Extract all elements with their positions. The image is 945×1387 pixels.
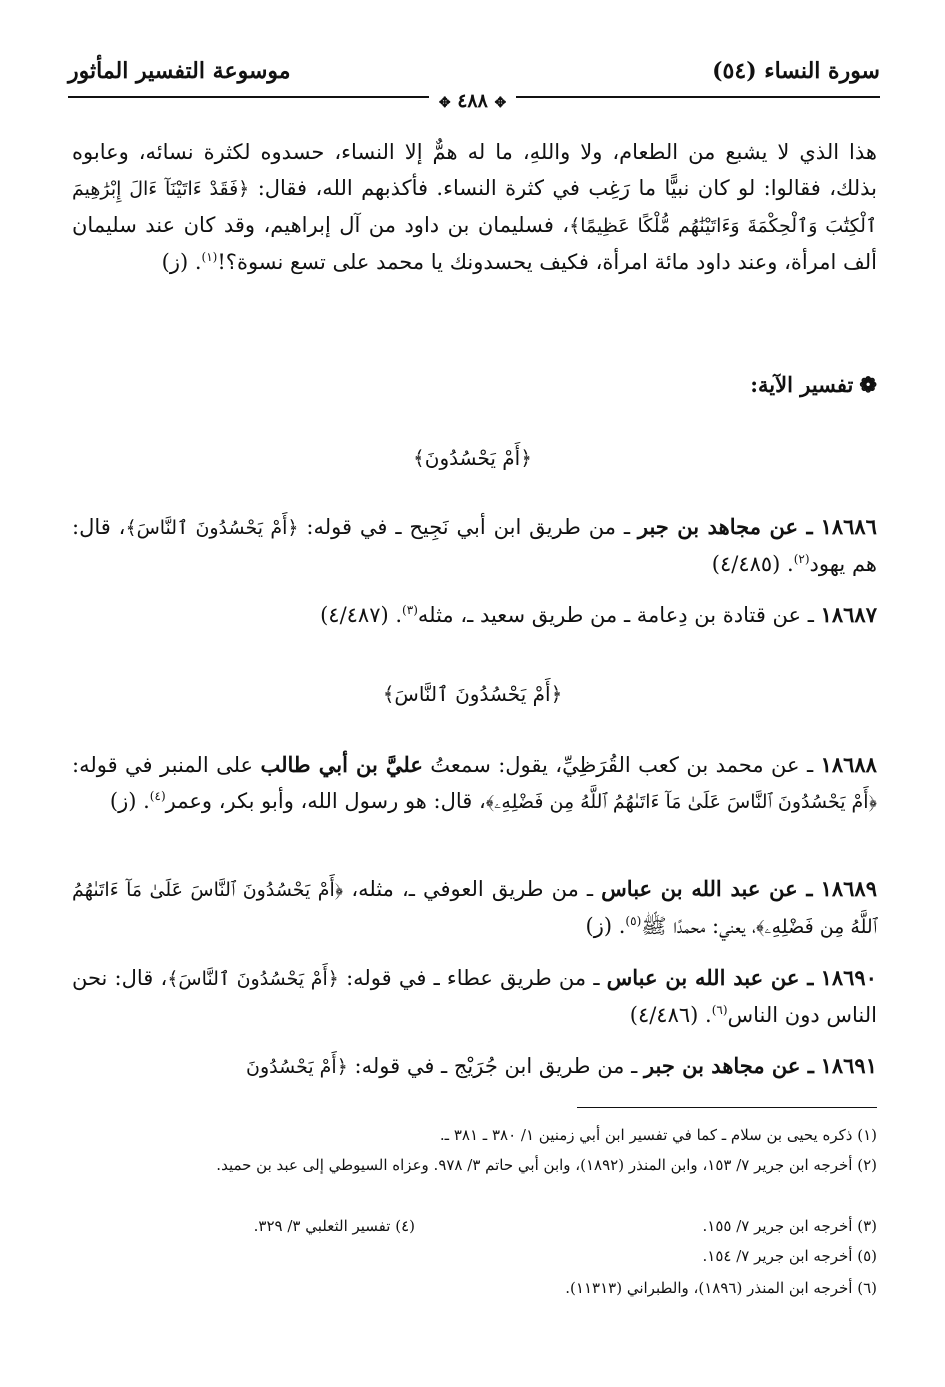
intro-line-5: يا محمد على تسع نسوة؟!	[217, 250, 444, 274]
intro-line-3: ، فسليمان بن داود من آل	[339, 213, 570, 237]
flower-ornament-icon: ❁	[859, 372, 877, 397]
footnote-ref: (٢)	[793, 552, 810, 566]
book-title: موسوعة التفسير المأثور	[68, 58, 291, 84]
narration-number: ١٨٦٨٩	[820, 876, 877, 901]
footnote-ref: (٦)	[711, 1003, 728, 1017]
narration-18690	[72, 960, 877, 1033]
footnote-ref: (١)	[201, 250, 218, 264]
narration-18688	[72, 747, 877, 820]
page-number-wrap	[0, 90, 945, 112]
narration-18687	[72, 597, 877, 633]
intro-paragraph	[72, 134, 877, 280]
narration-text: ـ من طريق العوفي ـ، مثله،	[351, 877, 594, 901]
narration-number: ١٨٦٩١	[820, 1053, 877, 1078]
intro-line-4: إبراهيم، وقد كان عند سليمان ألف امرأة، وعند داود مائة امرأة، فكيف يحسدونك	[72, 213, 877, 274]
narration-text-2: على المنبر في قوله:	[72, 753, 254, 777]
quran-verse: ﴿أَمْ يَحْسُدُونَ ٱلنَّاسَ عَلَىٰ مَآ ءَاتَىٰهُمُ ٱللَّهُ مِن فَضْلِهِۦ﴾	[72, 879, 877, 938]
source-ref: . (٤/٤٨٦)	[629, 1003, 712, 1027]
narrator-name: ـ عن عبد الله بن عباس	[601, 876, 813, 901]
running-header	[68, 58, 880, 92]
footnote-3: (٣) أخرجه ابن جرير ٧/ ١٥٥.	[702, 1217, 877, 1235]
narration-18686	[72, 509, 877, 582]
source-ref: . (٤/٤٨٥)	[711, 552, 794, 576]
ornament-right-icon: ✥	[494, 95, 507, 111]
footnote-ref: (٥)	[625, 914, 642, 928]
narration-18691	[72, 1048, 877, 1085]
narration-number: ١٨٦٨٧	[820, 602, 877, 627]
narrator-name: ـ عن مجاهد بن جبر	[637, 514, 813, 539]
quran-verse: ﴿أَمْ يَحْسُدُونَ ٱلنَّاسَ﴾	[125, 517, 299, 539]
ornament-left-icon: ✥	[438, 95, 451, 111]
narrator-name: ـ عن مجاهد بن جبر	[643, 1053, 814, 1078]
narration-number: ١٨٦٩٠	[820, 965, 877, 990]
narration-text: ـ من طريق عطاء ـ في قوله:	[346, 966, 600, 990]
footnote-rule	[577, 1107, 877, 1108]
quran-verse: ﴿فَقَدْ ءَاتَيْنَآ ءَالَ إِبْرَٰهِيمَ ٱلْكِتَٰبَ وَٱلْحِكْمَةَ وَءَاتَيْنَٰهُم مُّلْكًا عَظِيمًا﴾	[72, 178, 877, 237]
intro-line-1: هذا الذي لا يشبع من الطعام، ولا واللهِ، ما له همٌّ إلا النساء، حسدوه لكثرة نسائه،	[138, 140, 877, 164]
narration-text: ـ عن قتادة بن دِعامة ـ من طريق سعيد ـ، مثله	[417, 603, 814, 627]
footnote-5: (٥) أخرجه ابن جرير ٧/ ١٥٤.	[702, 1247, 877, 1265]
footnote-ref: (٤)	[149, 789, 166, 803]
narration-number: ١٨٦٨٦	[820, 514, 877, 539]
narration-text-2: ، يعني: محمدًا ﷺ	[641, 914, 756, 938]
quran-verse: ﴿أَمْ يَحْسُدُونَ ٱلنَّاسَ عَلَىٰ مَآ ءَاتَىٰهُمُ ٱللَّهُ مِن فَضْلِهِۦ﴾	[485, 791, 877, 813]
source-ref: . (ز)	[585, 914, 626, 938]
section-title-text: تفسير الآية:	[750, 372, 854, 397]
narration-text: ـ من طريق ابن أبي نَجِيح ـ في قوله:	[306, 515, 630, 539]
source-ref: . (٤/٤٨٧)	[320, 603, 403, 627]
footnote-4: (٤) تفسير الثعلبي ٣/ ٣٢٩.	[253, 1217, 415, 1235]
narrator-name: عليَّ بن أبي طالب	[260, 752, 423, 777]
verse-heading-1: ﴿أَمْ يَحْسُدُونَ﴾	[413, 446, 532, 470]
narration-text: ـ عن محمد بن كعب القُرَظِيِّ، يقول: سمعتُ	[430, 753, 814, 777]
quran-verse: ﴿أَمْ يَحْسُدُونَ	[246, 1056, 348, 1078]
surah-title: سورة النساء (٥٤)	[712, 58, 880, 84]
section-title	[750, 372, 877, 397]
footnote-ref: (٣)	[402, 603, 418, 617]
narration-text-2: ، قال: نحن الناس دون الناس	[72, 966, 877, 1027]
quran-verse: ﴿أَمْ يَحْسُدُونَ ٱلنَّاسَ﴾	[167, 968, 339, 990]
intro-line-2: وعابوه بذلك، فقالوا: لو كان نبيًّا ما رَغِب في كثرة النساء. فأكذبهم الله، فقال:	[72, 140, 877, 200]
narrator-name: ـ عن عبد الله بن عباس	[606, 965, 814, 990]
verse-heading-2: ﴿أَمْ يَحْسُدُونَ ٱلنَّاسَ﴾	[382, 682, 563, 706]
footnote-2: (٢) أخرجه ابن جرير ٧/ ١٥٣، وابن المنذر (١٨٩٢)، وابن أبي حاتم ٣/ ٩٧٨. وعزاه السيوطي إلى عبد بن حميد.	[216, 1156, 877, 1174]
intro-tail: . (ز)	[161, 250, 202, 274]
narration-number: ١٨٦٨٨	[820, 752, 877, 777]
narration-text: ـ من طريق ابن جُرَيْج ـ في قوله:	[354, 1054, 638, 1078]
narration-text-2: ، قال: هم يهود	[72, 515, 877, 576]
narration-18689	[72, 871, 877, 945]
footnote-1: (١) ذكره يحيى بن سلام ـ كما في تفسير ابن أبي زمنين ١/ ٣٨٠ ـ ٣٨١ ـ.	[439, 1126, 877, 1144]
narration-text-3: ، قال: هو رسول الله، وأبو بكر، وعمر	[165, 789, 486, 813]
page-number-text: ٤٨٨	[457, 90, 488, 112]
source-ref: . (ز)	[109, 789, 150, 813]
page-number	[429, 90, 516, 112]
footnote-6: (٦) أخرجه ابن المنذر (١٨٩٦)، والطبراني (١١٣١٣).	[565, 1279, 877, 1297]
